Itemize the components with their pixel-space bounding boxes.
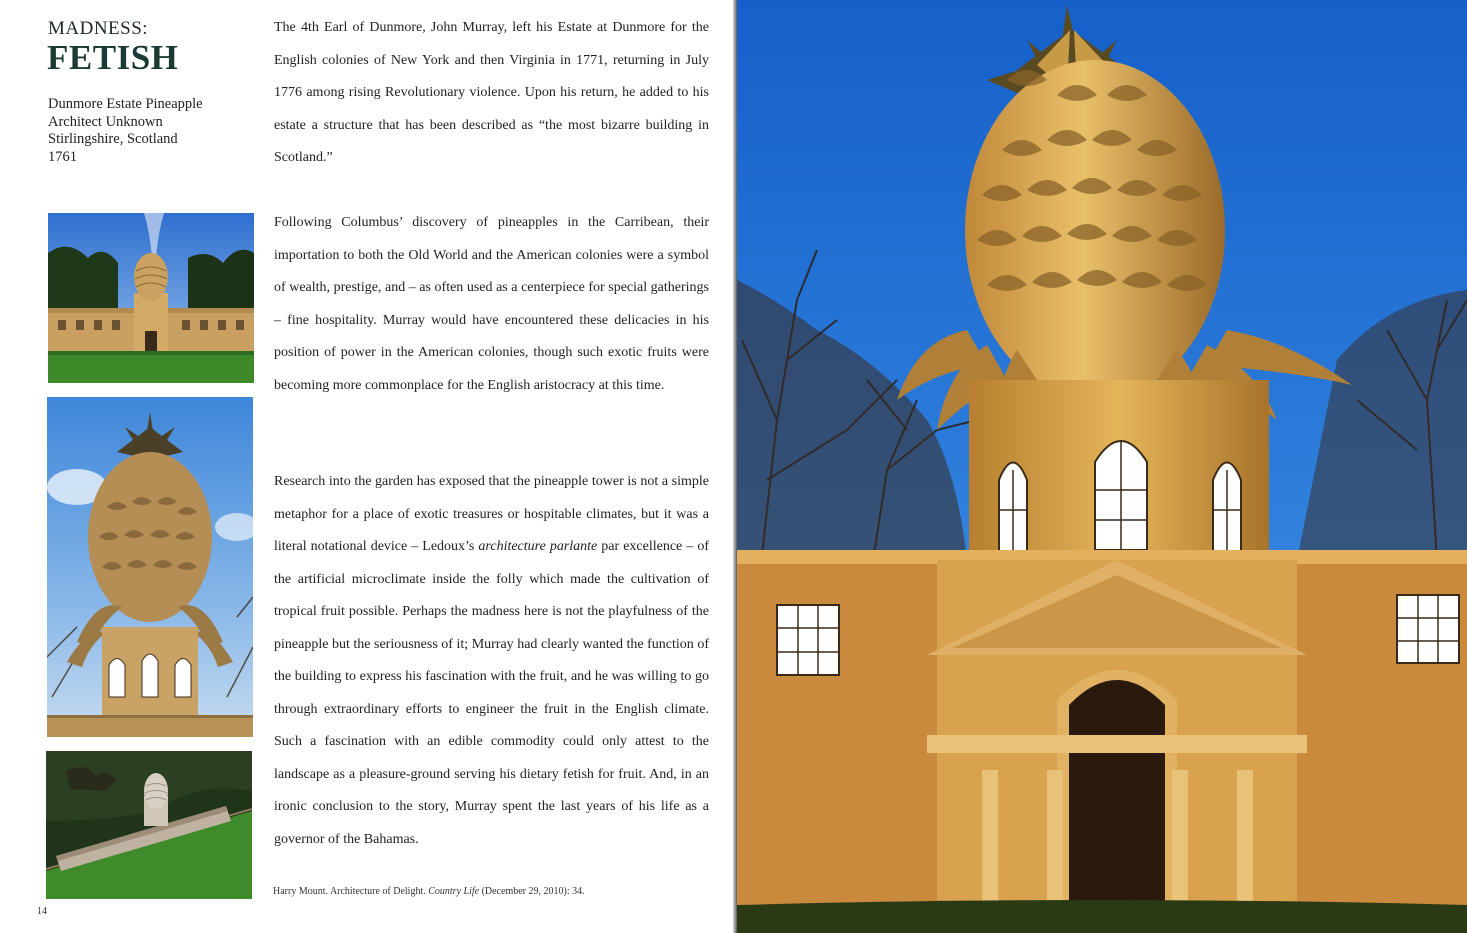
- building-caption: [48, 96, 203, 166]
- photo-full-page-pineapple: [737, 0, 1467, 933]
- body-paragraph-2: Following Columbus’ discovery of pineapples in the Carribean, their importation to both the Old World and the American colonies were a symbol of wealth, prestige, and – as often used as a centerpiece for special gatherings – fine hospitality. Murray would have encountered these delicacies in his position of power in the American colonies, though such exotic fruits were becoming more commonplace for the English aristocracy at this time.: [274, 215, 709, 393]
- photo-front-view: [48, 213, 254, 383]
- photo-pineapple-closeup: [47, 397, 253, 737]
- caption-year: 1761: [48, 148, 77, 165]
- body-paragraph-3-lead: Research into the garden has exposed that the pineapple tower is not a simple metaphor for a place of exotic treasures or hospitable climates, but it was a literal notational device – Ledoux’s: [274, 474, 709, 554]
- page-number: 14: [37, 906, 47, 917]
- photo-aerial-view: [46, 751, 252, 899]
- footnote-citation: [273, 886, 585, 897]
- body-paragraph-3-rest: par excellence – of the artificial microclimate inside the folly which made the cultivation of tropical fruit possible. Perhaps the madness here is not the playfulness of the pineapple but the seriousness of it; Murray had clearly wanted the function of the building to express his fascination with the fruit, and he was willing to go through extraordinary efforts to engineer the fruit in the English climate. Such a fascination with an edible commodity could only attest to the landscape as a pleasure-ground serving his dietary fetish for fruit. And, in an ironic conclusion to the story, Murray spent the last years of his life as a governor of the Bahamas.: [274, 539, 709, 847]
- section-kicker: MADNESS:: [48, 18, 149, 39]
- body-paragraph-1: The 4th Earl of Dunmore, John Murray, left his Estate at Dunmore for the English colonies of New York and then Virginia in 1771, returning in July 1776 among rising Revolutionary violence. Upon his return, he added to his estate a structure that has been described as “the most bizarre building in Scotland.”: [274, 20, 709, 165]
- footnote-date-page: (December 29, 2010): 34.: [479, 886, 585, 897]
- italic-term: architecture parlante: [478, 539, 598, 554]
- caption-architect: Architect Unknown: [48, 113, 163, 130]
- footnote-publication: Country Life: [428, 886, 480, 897]
- caption-title: Dunmore Estate Pineapple: [48, 96, 203, 112]
- body-paragraph-3: [274, 466, 709, 856]
- caption-location: Stirlingshire, Scotland: [48, 131, 178, 147]
- page-title: FETISH: [47, 38, 179, 77]
- footnote-author-title: Harry Mount. Architecture of Delight.: [273, 886, 429, 897]
